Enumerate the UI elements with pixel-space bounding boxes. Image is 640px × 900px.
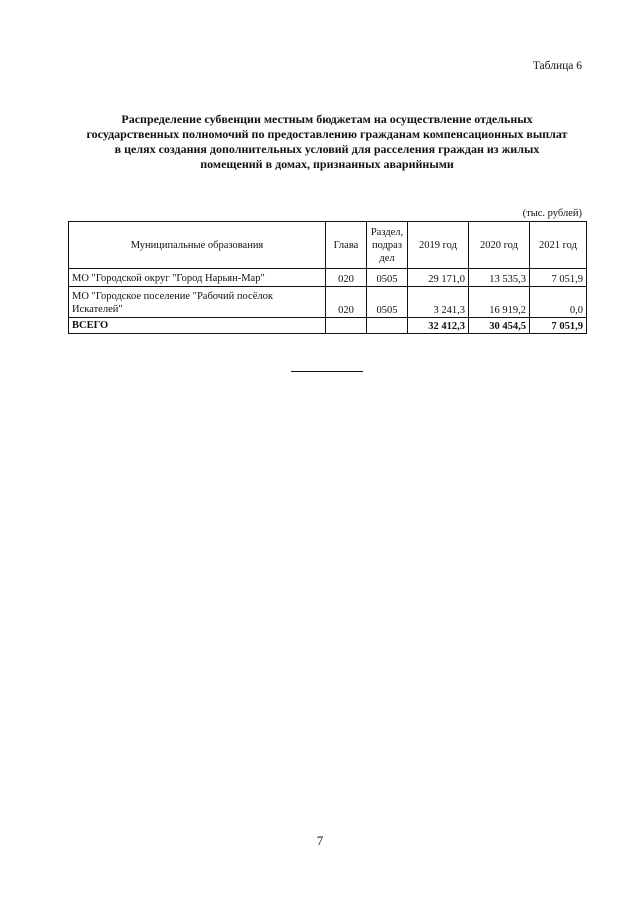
- header-chapter: Глава: [326, 222, 367, 269]
- total-label-cell: ВСЕГО: [69, 318, 326, 334]
- municipality-name-cell: [69, 269, 326, 287]
- table-row: [69, 287, 587, 318]
- table-header-row: [69, 222, 587, 269]
- total-2019-cell: 32 412,3: [408, 318, 469, 334]
- header-year-2020: 2020 год: [469, 222, 530, 269]
- title-line: государственных полномочий по предоставлению гражданам компенсационных выплат: [86, 127, 568, 141]
- subsidy-distribution-table: [68, 221, 587, 334]
- total-2021-cell: 7 051,9: [530, 318, 587, 334]
- title-line: Распределение субвенции местным бюджетам на осуществление отдельных: [121, 112, 533, 126]
- municipality-name-cell: [69, 287, 326, 318]
- chapter-cell: 020: [326, 287, 367, 318]
- value-2019-cell: 29 171,0: [408, 269, 469, 287]
- value-2021-cell: 7 051,9: [530, 269, 587, 287]
- header-municipalities: Муниципальные образования: [69, 222, 326, 269]
- total-row: [69, 318, 587, 334]
- header-year-2021: 2021 год: [530, 222, 587, 269]
- section-cell: 0505: [367, 269, 408, 287]
- chapter-cell: 020: [326, 269, 367, 287]
- section-cell: 0505: [367, 287, 408, 318]
- page-number: 7: [316, 833, 324, 848]
- total-2020-cell: 30 454,5: [469, 318, 530, 334]
- municipality-name-line: МО "Городской округ "Город Нарьян-Мар": [72, 273, 265, 284]
- value-2021-cell: 0,0: [530, 287, 587, 318]
- header-section: [367, 222, 408, 269]
- value-2020-cell: 13 535,3: [469, 269, 530, 287]
- title-line: в целях создания дополнительных условий для расселения граждан из жилых: [114, 142, 540, 156]
- header-year-2019: 2019 год: [408, 222, 469, 269]
- value-2020-cell: 16 919,2: [469, 287, 530, 318]
- value-2019-cell: 3 241,3: [408, 287, 469, 318]
- municipality-name-line: МО "Городское поселение "Рабочий посёлок: [72, 291, 273, 302]
- header-section-line: Раздел,: [370, 226, 404, 238]
- total-section-cell: [367, 318, 408, 334]
- total-chapter-cell: [326, 318, 367, 334]
- municipality-name-line: Искателей": [72, 304, 123, 315]
- title-line: помещений в домах, признанных аварийными: [200, 157, 454, 171]
- header-section-line: дел: [379, 252, 395, 264]
- header-section-line: подраз: [372, 239, 402, 251]
- table-row: [69, 269, 587, 287]
- section-divider: [291, 371, 363, 372]
- units-label: (тыс. рублей): [522, 208, 582, 219]
- table-number-label: Таблица 6: [532, 60, 582, 72]
- document-title: [60, 112, 594, 172]
